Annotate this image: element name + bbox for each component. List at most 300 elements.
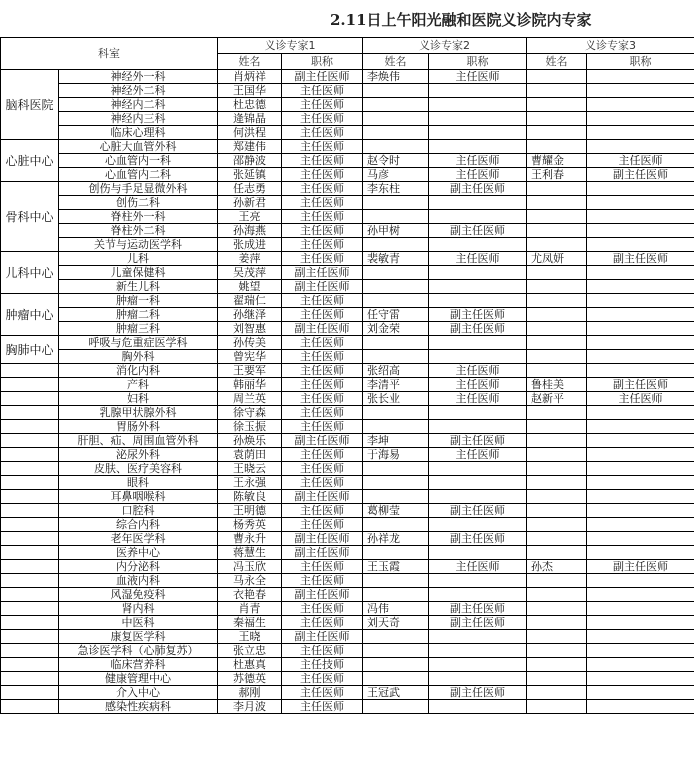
dept-cell: 创伤二科 <box>59 196 218 210</box>
expert1-title-cell: 副主任医师 <box>282 322 363 336</box>
expert1-title-cell: 主任医师 <box>282 168 363 182</box>
expert3-title-cell <box>587 644 694 658</box>
expert3-title-cell <box>587 224 694 238</box>
expert3-title-cell: 副主任医师 <box>587 560 694 574</box>
expert3-title-cell: 主任医师 <box>587 154 694 168</box>
expert3-title-cell <box>587 672 694 686</box>
expert3-name-cell <box>527 630 587 644</box>
expert2-name-cell <box>363 280 429 294</box>
expert1-title-cell: 主任医师 <box>282 98 363 112</box>
expert1-name-cell: 逄锦晶 <box>218 112 282 126</box>
expert2-title-cell: 主任医师 <box>429 392 527 406</box>
table-row <box>1 224 694 238</box>
dept-cell: 泌尿外科 <box>59 448 218 462</box>
dept-group-cell <box>1 602 59 616</box>
expert3-title-cell: 副主任医师 <box>587 168 694 182</box>
expert1-title-cell: 主任医师 <box>282 686 363 700</box>
dept-cell: 产科 <box>59 378 218 392</box>
expert3-name-cell <box>527 336 587 350</box>
table-row <box>1 700 694 714</box>
dept-cell: 临床心理科 <box>59 126 218 140</box>
expert3-name-cell: 曹耀金 <box>527 154 587 168</box>
expert3-title-cell <box>587 490 694 504</box>
expert1-name-cell: 李月波 <box>218 700 282 714</box>
expert2-name-cell <box>363 336 429 350</box>
expert3-name-cell <box>527 224 587 238</box>
name2-header: 姓名 <box>363 54 429 70</box>
expert1-name-cell: 孙海燕 <box>218 224 282 238</box>
expert1-name-cell: 曾宪华 <box>218 350 282 364</box>
expert1-name-cell: 王要军 <box>218 364 282 378</box>
expert2-name-cell: 裴敏青 <box>363 252 429 266</box>
dept-group-cell <box>1 588 59 602</box>
expert3-name-cell <box>527 350 587 364</box>
expert1-title-cell: 主任医师 <box>282 420 363 434</box>
expert1-title-cell: 副主任医师 <box>282 588 363 602</box>
expert1-title-cell: 主任医师 <box>282 644 363 658</box>
expert3-title-cell <box>587 70 694 84</box>
table-row <box>1 336 694 350</box>
expert1-name-cell: 周兰英 <box>218 392 282 406</box>
dept-cell: 心脏大血管外科 <box>59 140 218 154</box>
expert1-title-cell: 副主任医师 <box>282 490 363 504</box>
expert2-name-cell: 李坤 <box>363 434 429 448</box>
expert1-title-cell: 主任医师 <box>282 112 363 126</box>
expert2-name-cell <box>363 574 429 588</box>
expert3-name-cell: 鲁桂美 <box>527 378 587 392</box>
expert1-title-cell: 主任医师 <box>282 252 363 266</box>
expert1-name-cell: 孙继泽 <box>218 308 282 322</box>
expert3-name-cell <box>527 280 587 294</box>
expert1-name-cell: 王晓 <box>218 630 282 644</box>
table-row <box>1 112 694 126</box>
expert3-title-cell <box>587 266 694 280</box>
expert3-title-cell <box>587 476 694 490</box>
expert2-name-cell <box>363 84 429 98</box>
expert1-name-cell: 王明德 <box>218 504 282 518</box>
dept-cell: 心血管内一科 <box>59 154 218 168</box>
expert2-title-cell <box>429 518 527 532</box>
name1-header: 姓名 <box>218 54 282 70</box>
dept-group-cell <box>1 658 59 672</box>
table-row <box>1 616 694 630</box>
expert3-title-cell <box>587 406 694 420</box>
table-row <box>1 448 694 462</box>
expert1-name-cell: 王永强 <box>218 476 282 490</box>
expert2-title-cell: 副主任医师 <box>429 686 527 700</box>
expert2-name-cell <box>363 630 429 644</box>
expert2-name-cell <box>363 420 429 434</box>
expert3-title-cell <box>587 434 694 448</box>
table-row <box>1 280 694 294</box>
dept-cell: 综合内科 <box>59 518 218 532</box>
expert1-name-cell: 杜惠真 <box>218 658 282 672</box>
expert1-title-cell: 主任医师 <box>282 336 363 350</box>
dept-cell: 风湿免疫科 <box>59 588 218 602</box>
expert2-name-cell: 孙甲树 <box>363 224 429 238</box>
expert3-name-cell <box>527 84 587 98</box>
expert3-name-cell <box>527 462 587 476</box>
expert1-name-cell: 姚望 <box>218 280 282 294</box>
expert3-name-cell <box>527 658 587 672</box>
dept-group-cell <box>1 378 59 392</box>
dept-cell: 儿科 <box>59 252 218 266</box>
table-row <box>1 154 694 168</box>
expert3-name-cell <box>527 672 587 686</box>
dept-cell: 肿瘤三科 <box>59 322 218 336</box>
expert2-header: 义诊专家2 <box>363 38 527 54</box>
expert2-name-cell: 于海易 <box>363 448 429 462</box>
expert1-header: 义诊专家1 <box>218 38 363 54</box>
dept-group-cell: 心脏中心 <box>1 140 59 182</box>
expert1-title-cell: 主任技师 <box>282 658 363 672</box>
dept-cell: 胸外科 <box>59 350 218 364</box>
table-row <box>1 672 694 686</box>
dept-cell: 临床营养科 <box>59 658 218 672</box>
dept-group-cell: 儿科中心 <box>1 252 59 294</box>
expert2-name-cell <box>363 518 429 532</box>
expert2-title-cell <box>429 700 527 714</box>
expert1-name-cell: 孙焕乐 <box>218 434 282 448</box>
table-row <box>1 392 694 406</box>
table-row <box>1 574 694 588</box>
expert1-name-cell: 杜忠德 <box>218 98 282 112</box>
dept-cell: 内分泌科 <box>59 560 218 574</box>
table-row <box>1 140 694 154</box>
expert1-name-cell: 邵静波 <box>218 154 282 168</box>
title3-header: 职称 <box>587 54 694 70</box>
expert1-title-cell: 主任医师 <box>282 238 363 252</box>
expert3-name-cell <box>527 546 587 560</box>
expert1-title-cell: 主任医师 <box>282 672 363 686</box>
expert2-title-cell: 副主任医师 <box>429 504 527 518</box>
expert1-name-cell: 曹永升 <box>218 532 282 546</box>
expert1-title-cell: 主任医师 <box>282 224 363 238</box>
expert1-name-cell: 孙传美 <box>218 336 282 350</box>
dept-group-cell <box>1 518 59 532</box>
expert2-name-cell: 赵令时 <box>363 154 429 168</box>
expert3-title-cell <box>587 336 694 350</box>
dept-cell: 皮肤、医疗美容科 <box>59 462 218 476</box>
expert2-title-cell: 主任医师 <box>429 448 527 462</box>
dept-cell: 感染性疾病科 <box>59 700 218 714</box>
expert2-title-cell <box>429 630 527 644</box>
expert1-name-cell: 郝刚 <box>218 686 282 700</box>
dept-cell: 心血管内二科 <box>59 168 218 182</box>
expert2-name-cell <box>363 546 429 560</box>
page-title <box>0 6 694 32</box>
expert2-title-cell: 主任医师 <box>429 252 527 266</box>
expert3-title-cell <box>587 602 694 616</box>
table-row <box>1 518 694 532</box>
expert-table <box>0 37 694 714</box>
table-row <box>1 644 694 658</box>
expert2-title-cell <box>429 238 527 252</box>
expert3-name-cell <box>527 448 587 462</box>
table-row <box>1 350 694 364</box>
expert2-name-cell <box>363 140 429 154</box>
expert1-title-cell: 主任医师 <box>282 406 363 420</box>
expert2-name-cell <box>363 98 429 112</box>
expert2-name-cell <box>363 406 429 420</box>
expert1-title-cell: 主任医师 <box>282 378 363 392</box>
title2-header: 职称 <box>429 54 527 70</box>
expert1-title-cell: 主任医师 <box>282 448 363 462</box>
expert2-title-cell: 副主任医师 <box>429 182 527 196</box>
title1-header: 职称 <box>282 54 363 70</box>
expert2-name-cell: 孙祥龙 <box>363 532 429 546</box>
expert3-name-cell <box>527 490 587 504</box>
expert2-name-cell <box>363 658 429 672</box>
expert2-name-cell <box>363 476 429 490</box>
dept-group-cell <box>1 476 59 490</box>
expert3-title-cell <box>587 364 694 378</box>
expert1-title-cell: 副主任医师 <box>282 266 363 280</box>
expert2-name-cell <box>363 294 429 308</box>
dept-cell: 神经外二科 <box>59 84 218 98</box>
expert2-title-cell <box>429 574 527 588</box>
dept-cell: 脊柱外二科 <box>59 224 218 238</box>
expert1-title-cell: 主任医师 <box>282 560 363 574</box>
expert2-name-cell <box>363 266 429 280</box>
expert3-name-cell <box>527 294 587 308</box>
table-row <box>1 476 694 490</box>
expert1-name-cell: 王国华 <box>218 84 282 98</box>
dept-group-cell: 胸肺中心 <box>1 336 59 364</box>
expert3-name-cell <box>527 532 587 546</box>
dept-cell: 肾内科 <box>59 602 218 616</box>
expert1-title-cell: 主任医师 <box>282 140 363 154</box>
dept-cell: 急诊医学科（心肺复苏） <box>59 644 218 658</box>
expert1-title-cell: 主任医师 <box>282 210 363 224</box>
expert2-name-cell <box>363 350 429 364</box>
expert1-name-cell: 何洪程 <box>218 126 282 140</box>
expert3-name-cell <box>527 518 587 532</box>
expert2-name-cell <box>363 210 429 224</box>
expert2-title-cell <box>429 462 527 476</box>
expert2-name-cell <box>363 700 429 714</box>
dept-cell: 创伤与手足显微外科 <box>59 182 218 196</box>
expert3-name-cell: 孙杰 <box>527 560 587 574</box>
expert3-title-cell <box>587 280 694 294</box>
expert2-name-cell <box>363 462 429 476</box>
expert2-title-cell: 副主任医师 <box>429 532 527 546</box>
table-row <box>1 504 694 518</box>
expert2-name-cell <box>363 490 429 504</box>
dept-header: 科室 <box>1 38 218 70</box>
expert3-title-cell <box>587 546 694 560</box>
expert2-title-cell <box>429 140 527 154</box>
expert3-title-cell <box>587 210 694 224</box>
dept-cell: 口腔科 <box>59 504 218 518</box>
expert2-title-cell: 主任医师 <box>429 364 527 378</box>
expert2-title-cell: 主任医师 <box>429 70 527 84</box>
expert1-name-cell: 韩丽华 <box>218 378 282 392</box>
expert1-name-cell: 刘智惠 <box>218 322 282 336</box>
expert1-title-cell: 副主任医师 <box>282 532 363 546</box>
expert3-title-cell <box>587 294 694 308</box>
expert3-name-cell <box>527 644 587 658</box>
expert3-title-cell <box>587 462 694 476</box>
dept-cell: 康复医学科 <box>59 630 218 644</box>
expert2-title-cell: 副主任医师 <box>429 602 527 616</box>
dept-group-cell <box>1 630 59 644</box>
expert2-title-cell <box>429 84 527 98</box>
table-row <box>1 182 694 196</box>
expert1-title-cell: 主任医师 <box>282 504 363 518</box>
expert2-title-cell: 副主任医师 <box>429 308 527 322</box>
table-row <box>1 196 694 210</box>
dept-cell: 乳腺甲状腺外科 <box>59 406 218 420</box>
expert3-title-cell: 副主任医师 <box>587 378 694 392</box>
expert2-title-cell <box>429 280 527 294</box>
expert1-title-cell: 主任医师 <box>282 518 363 532</box>
dept-cell: 神经外一科 <box>59 70 218 84</box>
expert3-title-cell <box>587 700 694 714</box>
expert3-name-cell <box>527 126 587 140</box>
expert1-name-cell: 杨秀英 <box>218 518 282 532</box>
expert1-title-cell: 主任医师 <box>282 84 363 98</box>
expert1-name-cell: 陈敏良 <box>218 490 282 504</box>
expert2-title-cell <box>429 112 527 126</box>
dept-group-cell <box>1 560 59 574</box>
expert3-name-cell <box>527 196 587 210</box>
dept-cell: 呼吸与危重症医学科 <box>59 336 218 350</box>
dept-group-cell <box>1 406 59 420</box>
table-row <box>1 210 694 224</box>
expert1-name-cell: 任志勇 <box>218 182 282 196</box>
table-row <box>1 602 694 616</box>
expert2-title-cell: 主任医师 <box>429 560 527 574</box>
dept-group-cell <box>1 574 59 588</box>
expert3-title-cell <box>587 112 694 126</box>
header-row-1 <box>1 38 694 54</box>
expert1-name-cell: 肖炳祥 <box>218 70 282 84</box>
dept-group-cell <box>1 546 59 560</box>
dept-group-cell: 肿瘤中心 <box>1 294 59 336</box>
expert2-title-cell <box>429 266 527 280</box>
expert3-name-cell: 王利春 <box>527 168 587 182</box>
expert2-title-cell <box>429 336 527 350</box>
expert1-title-cell: 主任医师 <box>282 308 363 322</box>
dept-cell: 新生儿科 <box>59 280 218 294</box>
expert2-name-cell: 刘金荣 <box>363 322 429 336</box>
expert2-name-cell: 王玉霞 <box>363 560 429 574</box>
expert2-name-cell <box>363 196 429 210</box>
expert3-title-cell <box>587 630 694 644</box>
expert1-name-cell: 翟瑞仁 <box>218 294 282 308</box>
expert3-title-cell <box>587 140 694 154</box>
expert3-name-cell <box>527 98 587 112</box>
expert3-name-cell <box>527 182 587 196</box>
expert1-title-cell: 主任医师 <box>282 154 363 168</box>
expert2-title-cell: 副主任医师 <box>429 322 527 336</box>
expert3-title-cell <box>587 588 694 602</box>
table-row <box>1 126 694 140</box>
expert1-title-cell: 副主任医师 <box>282 70 363 84</box>
expert3-name-cell <box>527 70 587 84</box>
expert2-title-cell: 主任医师 <box>429 154 527 168</box>
expert2-title-cell <box>429 98 527 112</box>
expert1-name-cell: 苏德英 <box>218 672 282 686</box>
expert2-name-cell: 葛柳莹 <box>363 504 429 518</box>
dept-group-cell <box>1 434 59 448</box>
expert1-name-cell: 徐玉振 <box>218 420 282 434</box>
table-row <box>1 378 694 392</box>
dept-group-cell <box>1 490 59 504</box>
dept-cell: 眼科 <box>59 476 218 490</box>
expert3-title-cell <box>587 504 694 518</box>
table-row <box>1 406 694 420</box>
expert1-title-cell: 副主任医师 <box>282 546 363 560</box>
expert1-name-cell: 肖青 <box>218 602 282 616</box>
expert1-title-cell: 主任医师 <box>282 616 363 630</box>
dept-cell: 妇科 <box>59 392 218 406</box>
expert3-title-cell <box>587 574 694 588</box>
expert3-title-cell <box>587 658 694 672</box>
expert2-title-cell <box>429 490 527 504</box>
table-row <box>1 630 694 644</box>
expert3-name-cell <box>527 140 587 154</box>
expert2-title-cell <box>429 644 527 658</box>
expert1-title-cell: 主任医师 <box>282 294 363 308</box>
expert3-title-cell: 主任医师 <box>587 392 694 406</box>
dept-cell: 神经内二科 <box>59 98 218 112</box>
expert1-title-cell: 主任医师 <box>282 196 363 210</box>
dept-group-cell <box>1 448 59 462</box>
expert2-name-cell <box>363 588 429 602</box>
dept-group-cell <box>1 420 59 434</box>
expert1-title-cell: 主任医师 <box>282 462 363 476</box>
expert2-name-cell <box>363 126 429 140</box>
dept-group-cell: 脑科医院 <box>1 70 59 140</box>
expert3-title-cell <box>587 322 694 336</box>
expert1-name-cell: 吴茂萍 <box>218 266 282 280</box>
dept-cell: 老年医学科 <box>59 532 218 546</box>
expert1-title-cell: 主任医师 <box>282 126 363 140</box>
expert3-name-cell <box>527 434 587 448</box>
expert2-name-cell: 冯伟 <box>363 602 429 616</box>
dept-group-cell <box>1 672 59 686</box>
table-row <box>1 420 694 434</box>
table-row <box>1 532 694 546</box>
expert2-title-cell <box>429 126 527 140</box>
dept-cell: 胃肠外科 <box>59 420 218 434</box>
dept-cell: 儿童保健科 <box>59 266 218 280</box>
expert1-name-cell: 孙新君 <box>218 196 282 210</box>
expert2-name-cell: 李清平 <box>363 378 429 392</box>
expert2-title-cell <box>429 350 527 364</box>
dept-cell: 中医科 <box>59 616 218 630</box>
expert1-name-cell: 蒋慧生 <box>218 546 282 560</box>
expert2-title-cell: 副主任医师 <box>429 224 527 238</box>
table-row <box>1 588 694 602</box>
name3-header: 姓名 <box>527 54 587 70</box>
expert1-title-cell: 主任医师 <box>282 392 363 406</box>
expert3-title-cell <box>587 308 694 322</box>
expert3-header: 义诊专家3 <box>527 38 694 54</box>
table-row <box>1 238 694 252</box>
expert2-title-cell: 主任医师 <box>429 168 527 182</box>
table-row <box>1 658 694 672</box>
expert1-name-cell: 张成进 <box>218 238 282 252</box>
expert2-name-cell <box>363 238 429 252</box>
expert3-name-cell: 尤凤妍 <box>527 252 587 266</box>
expert1-title-cell: 主任医师 <box>282 182 363 196</box>
expert2-name-cell: 李焕伟 <box>363 70 429 84</box>
dept-group-cell <box>1 700 59 714</box>
expert3-title-cell: 副主任医师 <box>587 252 694 266</box>
